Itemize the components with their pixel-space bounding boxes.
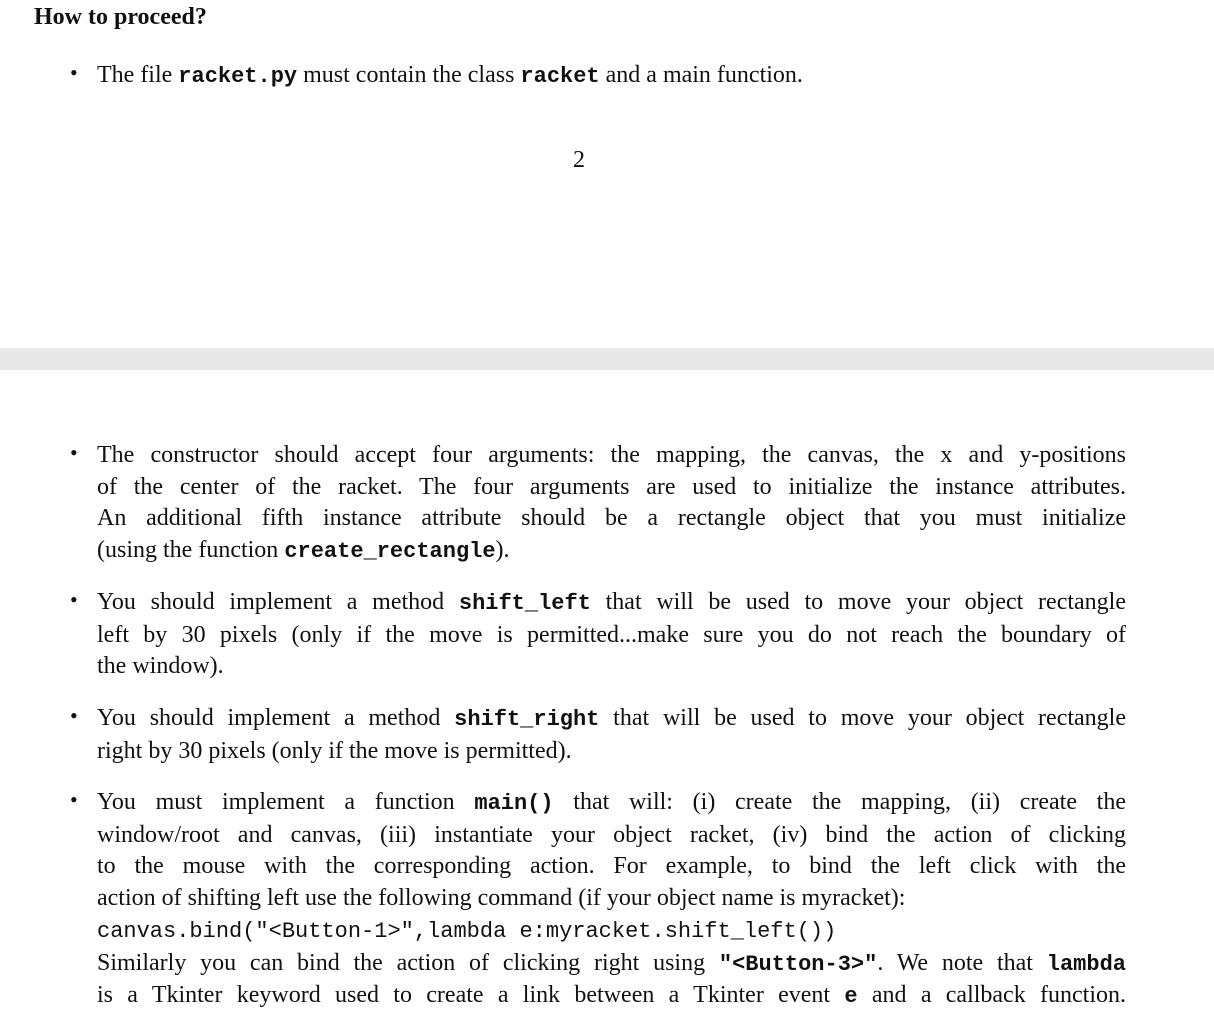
inline-code: shift_right — [454, 707, 600, 732]
bullet-text: You must implement a function main() that will: (i) create the mapping, (ii) create the window/root and canvas, (iii) instantiate your object racket, (iv) bind the action of clicking to the mouse with the corresponding action. For example, to bind the left click with the action of shifting left use the following command (if your object name is myracket): canvas.bind("<Button-1>",lambda e:myracket.shift_left()) Similarly you can bind the action of clicking right using "<Button-3>". We note that lambda is a Tkinter keyword used to create a link between a Tkinter event e and a callback function. — [97, 789, 1126, 1010]
inline-code: main() — [474, 791, 554, 816]
inline-code: "<Button-3>" — [718, 951, 878, 977]
bullet-icon: • — [70, 787, 78, 812]
bullet-text: The file racket.py must contain the class racket and a main function. — [97, 62, 803, 89]
inline-code: racket.py — [178, 64, 298, 89]
bullet-icon: • — [70, 587, 78, 612]
code-snippet: canvas.bind("<Button-1>",lambda e:myracket.shift_left()) — [97, 918, 837, 944]
inline-code: create_rectangle — [284, 539, 496, 565]
bullet-text: You should implement a method shift_right that will be used to move your object rectangle right by 30 pixels (only if the move is permitted). — [97, 705, 1126, 764]
bullet-icon: • — [70, 60, 78, 85]
bullet-text: You should implement a method shift_left that will be used to move your object rectangle left by 30 pixels (only if the move is permitted...make sure you do not reach the boundary of the window). — [97, 589, 1126, 680]
bullet-icon: • — [70, 703, 78, 728]
bullet-text: The constructor should accept four arguments: the mapping, the canvas, the x and y-positions of the center of the racket. The four arguments are used to initialize the instance attributes. An additional fifth instance attribute should be a rectangle object that you must initialize (using the function create_rectangle). — [97, 442, 1126, 565]
inline-code: racket — [520, 64, 600, 89]
inline-code: shift_left — [458, 591, 591, 616]
bullet-icon: • — [70, 440, 78, 465]
section-heading: How to proceed? — [34, 4, 207, 30]
page-separator — [0, 348, 1214, 370]
page-number: 2 — [573, 147, 585, 173]
inline-code: e — [844, 984, 858, 1010]
inline-code: lambda — [1046, 951, 1126, 977]
